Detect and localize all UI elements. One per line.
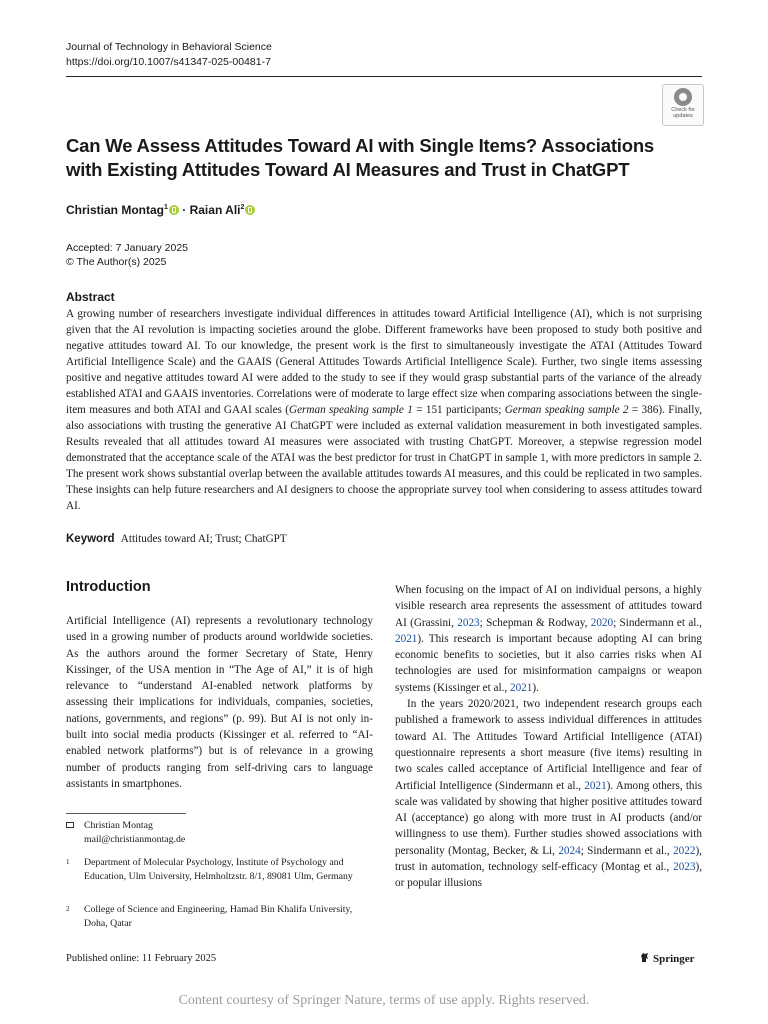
citation-link[interactable]: 2021 [509, 681, 533, 694]
footnote-text: Department of Molecular Psychology, Institute of Psychology and Education, Ulm University, Helmholtzstr. 8/1, 89081 Ulm, Germany [84, 857, 353, 882]
text-column-left [66, 613, 373, 792]
courtesy-notice: Content courtesy of Springer Nature, terms of use apply. Rights reserved. [178, 993, 590, 1008]
paragraph: Artificial Intelligence (AI) represents a revolutionary technology used in a growing number of products around worldwide societies. As the authors around the former Secretary of State, Henry Kissinger, of the USA mention in “The Age of AI,” it is of high relevance to “understand AI-enabled network platforms by assessing their implications for individuals, companies, societies, nations, governments, and regions” (p. 99). But AI is not only in-built into social media products (Kissinger et al. referred to “AI-enabled network platforms”) but is of relevance in a growing number of products ranging from self-driving cars to language assistants in smartphones. [66, 615, 373, 790]
published-online-date: Published online: 11 February 2025 [66, 953, 217, 964]
author-name[interactable]: Raian Ali [189, 203, 241, 217]
author-affiliation-mark: 1 [164, 204, 168, 211]
journal-name: Journal of Technology in Behavioral Science [66, 41, 272, 53]
keywords-label: Keyword [66, 533, 115, 545]
abstract-part: A growing number of researchers investigate individual differences in attitudes toward Artificial Intelligence (AI), which is not surprising given that the AI revolution is impacting societies around the globe. Different frameworks have been proposed to study both positive and negative attitudes toward AI. To our knowledge, the present work is the first to simultaneously investigate the ATAI (Attitudes Toward Artificial Intelligence Scale) and the GAAIS (General Attitudes Towards Artificial Intelligence Scale). Further, two single items assessing positive and negative attitudes toward AI were added to the study to see if they would grasp substantial parts of the variance of the already established ATAI and GAAIS inventories. Correlations were of moderate to large effect size when comparing associations between the single-item measures and both ATAI and GAAI scales ( [66, 308, 702, 416]
crossmark-badge[interactable] [662, 84, 704, 126]
corresponding-author-note [66, 819, 185, 847]
abstract-sample-label: German speaking sample 2 [504, 404, 629, 416]
footnote-mark: 2 [66, 905, 70, 913]
abstract-part: ). Finally, also associations with trusting the generative AI ChatGPT were included as external validation measurement in both investigated samples. Results revealed that all attitudes toward AI measures were associated with trusting ChatGPT. Moreover, a stepwise regression model demonstrated that the acceptance scale of the ATAI was the best predictor for trust in ChatGPT in sample 1, with more predictors in sample 2. The present work shows substantial overlap between the available attitudes towards AI measures, and this could be replicated in two samples. These insights can help future researchers and AI designers to choose the appropriate survey tool when considering to assess attitudes toward AI. [66, 404, 703, 512]
citation-link[interactable]: 2023 [457, 616, 480, 629]
copyright-notice: © The Author(s) 2025 [66, 256, 167, 268]
abstract-text [66, 306, 702, 514]
paragraph: When focusing on the impact of AI on individual persons, a highly visible research area represents the assessment of attitudes toward AI (Grassini, 2023; Schepman & Rodway, 2020; Sindermann et al., 2021). This research is important because adopting AI can bring economic benefits to societies, but it also carries risks when AI technologies are used for misinformation campaigns or weapon systems (Kissinger et al., 2021). [395, 584, 702, 694]
citation-link[interactable]: 2020 [590, 616, 614, 629]
crossmark-icon [674, 88, 692, 106]
abstract-sample-label: German speaking sample 1 [289, 404, 413, 416]
springer-horse-icon [640, 952, 650, 963]
section-heading-introduction: Introduction [66, 579, 151, 595]
keywords-text: Attitudes toward AI; Trust; ChatGPT [120, 533, 287, 545]
publication-dates [66, 241, 188, 269]
orcid-icon[interactable] [169, 205, 179, 215]
header-rule [66, 76, 702, 77]
orcid-icon[interactable] [245, 205, 255, 215]
citation-link[interactable]: 2023 [673, 861, 696, 874]
accepted-date: Accepted: 7 January 2025 [66, 242, 189, 254]
affiliation-footnote-2 [66, 903, 354, 931]
footnote-rule [66, 813, 186, 814]
keywords [66, 533, 287, 545]
abstract-part: = 386 [628, 404, 659, 416]
journal-doi[interactable]: https://doi.org/10.1007/s41347-025-00481-7 [66, 56, 271, 68]
affiliation-footnote-1 [66, 856, 374, 884]
envelope-icon [66, 822, 74, 828]
citation-link[interactable]: 2021 [584, 779, 607, 792]
crossmark-label-2: updates [673, 113, 693, 119]
corresponding-author-email[interactable]: mail@christianmontag.de [84, 833, 186, 845]
crossmark-label-1: Check for [671, 107, 695, 113]
paragraph: In the years 2020/2021, two independent research groups each published a framework to assess individual differences in attitudes toward AI. The Attitudes Toward Artificial Intelligence (ATAI) questionnaire represents a short measure (five items) resulting in two scales called acceptance of Artificial Intelligence and fear of Artificial Intelligence (Sindermann et al., 2021). Among others, this scale was validated by showing that higher positive attitudes toward AI (acceptance) go along with more trust in AI products (and/or willingness to use them). Further studies showed associations with personality (Montag, Becker, & Li, 2024; Sindermann et al., 2022), trust in automation, technology self-efficacy (Montag et al., 2023), or popular illusions [395, 698, 702, 890]
text-column-right [395, 582, 702, 892]
author-name[interactable]: Christian Montag [66, 203, 164, 217]
springer-logo [640, 952, 695, 965]
journal-header [66, 40, 272, 70]
abstract-heading: Abstract [66, 290, 115, 304]
corresponding-author-name: Christian Montag [84, 820, 153, 831]
citation-link[interactable]: 2024 [558, 844, 581, 857]
footnote-text: College of Science and Engineering, Hamad Bin Khalifa University, Doha, Qatar [84, 904, 353, 929]
author-list [66, 203, 255, 217]
footnote-mark: 1 [66, 858, 70, 866]
citation-link[interactable]: 2021 [395, 632, 418, 645]
springer-wordmark: Springer [653, 953, 695, 965]
author-separator: · [182, 203, 187, 217]
abstract-part: = 151 participants; [412, 404, 505, 416]
author-affiliation-mark: 2 [240, 204, 245, 211]
paper-title: Can We Assess Attitudes Toward AI with Single Items? Associations with Existing Attitudes Toward AI Measures and Trust in ChatGPT [66, 135, 655, 180]
citation-link[interactable]: 2022 [673, 844, 696, 857]
